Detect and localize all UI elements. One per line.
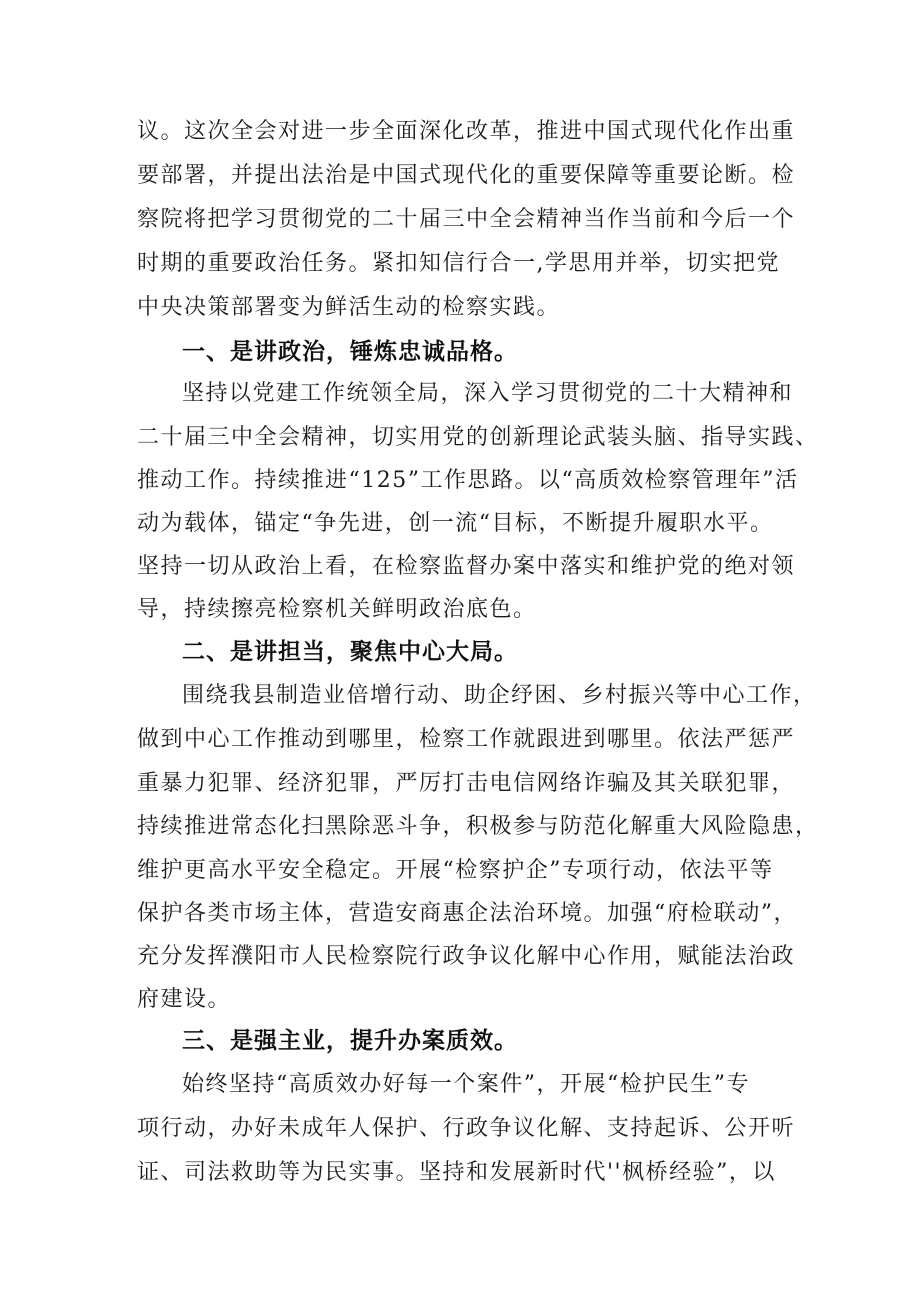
paragraph-line: 始终坚持“高质效办好每一个案件”，开展“检护民生”专 bbox=[182, 1072, 750, 1097]
section-heading: 二、是讲担当，聚焦中心大局。 bbox=[182, 639, 518, 665]
paragraph-line: 导，持续擦亮检察机关鲜明政治底色。 bbox=[137, 597, 537, 622]
intro-line: 中央决策部署变为鲜活生动的检察实践。 bbox=[137, 295, 561, 320]
paragraph-line: 充分发挥濮阳市人民检察院行政争议化解中心作用，赋能法治政 bbox=[137, 944, 796, 969]
intro-line: 议。这次全会对进一步全面深化改革，推进中国式现代化作出重 bbox=[137, 119, 796, 144]
paragraph-line: 维护更高水平安全稳定。开展“检察护企”专项行动，依法平等 bbox=[137, 858, 774, 883]
paragraph-line: 持续推进常态化扫黑除恶斗争，积极参与防范化解重大风险隐患， bbox=[137, 814, 819, 839]
paragraph-line: 围绕我县制造业倍增行动、助企纾困、乡村振兴等中心工作， bbox=[182, 683, 817, 708]
intro-line: 要部署，并提出法治是中国式现代化的重要保障等重要论断。检 bbox=[137, 163, 796, 188]
section-heading: 三、是强主业，提升办案质效。 bbox=[182, 1028, 518, 1054]
intro-line: 时期的重要政治任务。紧扣知信行合一,学思用并举，切实把党 bbox=[137, 251, 780, 276]
paragraph-line: 坚持一切从政治上看，在检察监督办案中落实和维护党的绝对领 bbox=[137, 554, 796, 579]
paragraph-line: 项行动，办好未成年人保护、行政争议化解、支持起诉、公开听 bbox=[137, 1116, 796, 1141]
paragraph-line: 府建设。 bbox=[137, 987, 232, 1012]
section-heading: 一、是讲政治，锤炼忠诚品格。 bbox=[182, 339, 518, 365]
paragraph-line: 动为载体，锚定“争先进，创一流“目标，不断提升履职水平。 bbox=[137, 511, 774, 536]
paragraph-line: 重暴力犯罪、经济犯罪，严厉打击电信网络诈骗及其关联犯罪， bbox=[137, 771, 796, 796]
paragraph-line: 证、司法救助等为民实事。坚持和发展新时代''枫桥经验”，以 bbox=[137, 1160, 776, 1185]
paragraph-line: 保护各类市场主体，营造安商惠企法治环境。加强“府检联动”， bbox=[137, 901, 797, 926]
paragraph-line: 坚持以党建工作统领全局，深入学习贯彻党的二十大精神和 bbox=[182, 381, 794, 406]
intro-line: 察院将把学习贯彻党的二十届三中全会精神当作当前和今后一个 bbox=[137, 207, 796, 232]
paragraph-line: 推动工作。持续推进“125”工作思路。以“高质效检察管理年”活 bbox=[137, 468, 799, 493]
paragraph-line: 做到中心工作推动到哪里，检察工作就跟进到哪里。依法严惩严 bbox=[137, 727, 796, 752]
paragraph-line: 二十届三中全会精神，切实用党的创新理论武装头脑、指导实践、 bbox=[137, 425, 819, 450]
